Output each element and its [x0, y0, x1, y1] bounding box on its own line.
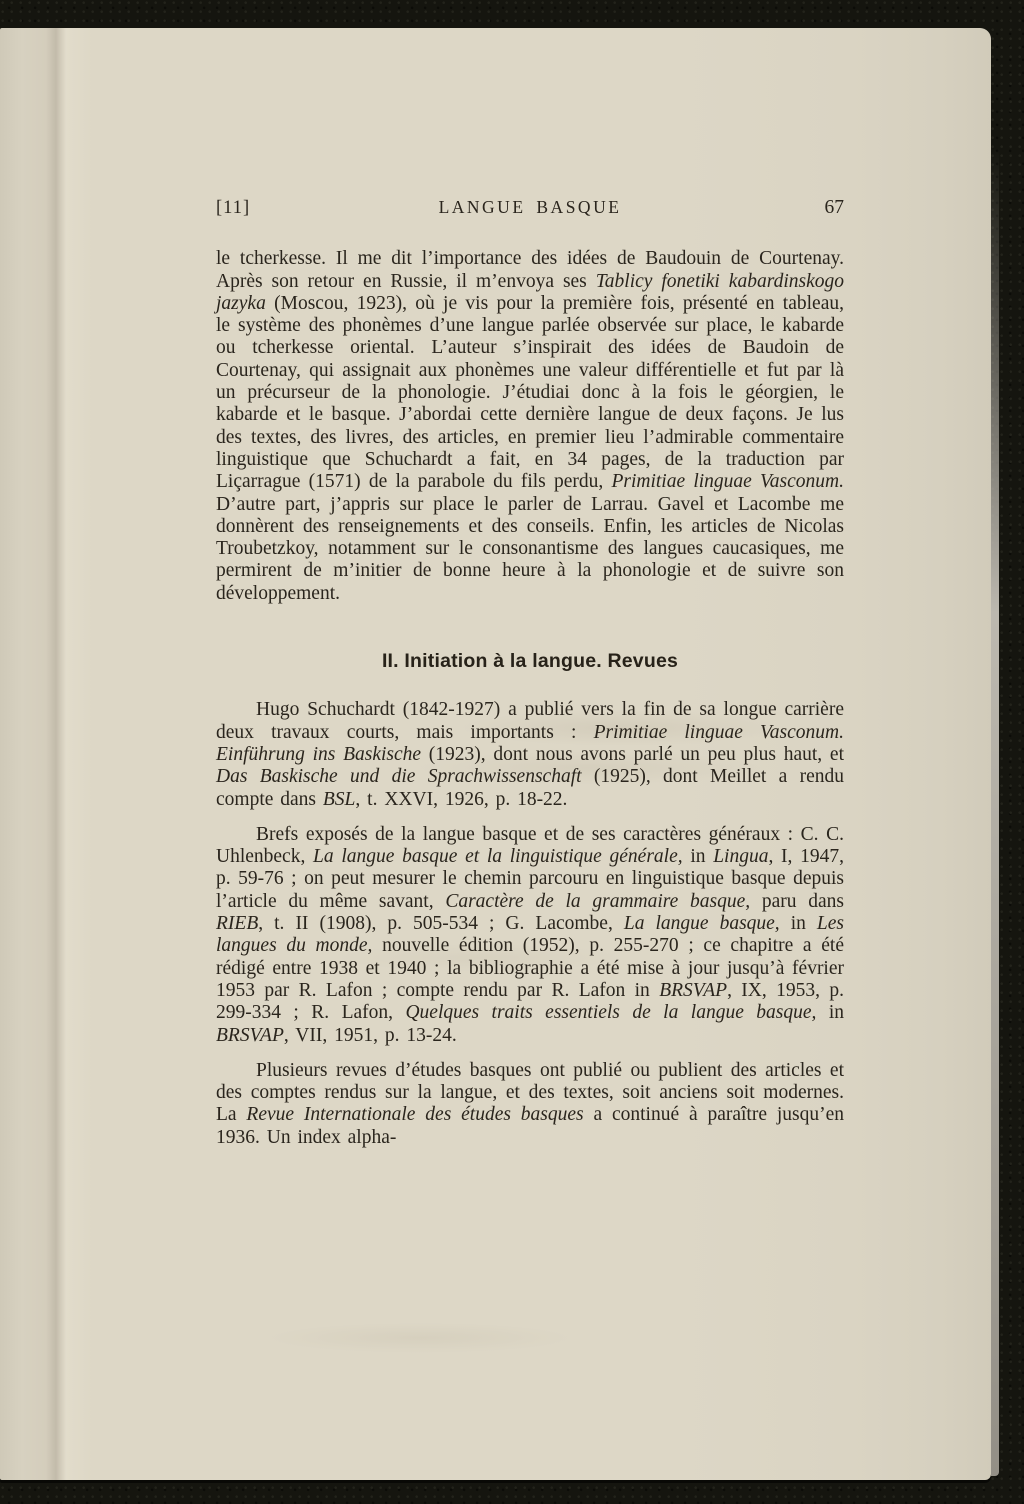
- italic-title-text: Tablicy fonetiki kabardinskogo jazyka: [216, 270, 844, 314]
- paragraph-continuation: [216, 248, 844, 605]
- italic-title-text: BSL: [322, 788, 356, 810]
- body-text: le tcherkesse. Il me dit l’importance des idées de Baudouin de Courtenay. Après son retour en Russie, il m’envoya ses: [216, 248, 844, 292]
- body-text: (Moscou, 1923), où je vis pour la première fois, présenté en tableau, le système des phonèmes d’une langue parlée observée sur place, le kabarde ou tcherkesse oriental. L’auteur s’inspirait des idées de Baudoin de Courtenay, qui assignait aux phonèmes une valeur différentielle et fut par là un précurseur de la phonologie. J’étudiai donc à la fois le géorgien, le kabarde et le basque. J’abordai cette dernière langue de deux façons. Je lus des textes, des livres, des articles, en premier lieu l’admirable commentaire linguistique que Schuchardt a fait, en 34 pages, de la traduction par Liçarrague (1571) de la parabole du fils perdu,: [216, 292, 844, 493]
- body-text: Plusieurs revues d’études basques ont publié ou publient des articles et des comptes rendus sur la langue, et des textes, soit anciens soit modernes. La: [216, 1059, 844, 1126]
- body-text: nouvelle édition (1952), p. 255-270 ; ce chapitre a été rédigé entre 1938 et 1940 ; la bibliographie a été mise à jour jusqu’à février 1953 par R. Lafon ; compte rendu par R. Lafon in: [216, 935, 844, 1001]
- body-text: (1925), dont Meillet a rendu compte dans: [216, 766, 845, 810]
- paragraph-brefs-exposes: [216, 824, 844, 1047]
- italic-title-text: Quelques traits essentiels de la langue basque,: [405, 1002, 817, 1024]
- italic-title-text: La langue basque,: [623, 913, 780, 935]
- italic-title-text: RIEB: [216, 913, 259, 935]
- page-number: 67: [824, 197, 844, 218]
- article-bracket-number: [11]: [216, 198, 251, 218]
- body-text: , t. XXVI, 1926, p. 18-22.: [355, 788, 568, 810]
- paragraph-revues: [216, 1060, 844, 1149]
- italic-title-text: Primitiae linguae Vasconum. Einführung ins Baskische: [216, 721, 844, 765]
- body-text: , VII, 1951, p. 13-24.: [283, 1024, 457, 1046]
- text-block: [216, 196, 844, 1149]
- italic-title-text: BRSVAP: [216, 1024, 284, 1046]
- body-text: a continué à paraître jusqu’en 1936. Un index alpha-: [216, 1104, 844, 1148]
- italic-title-text: Primitiae linguae Vasconum.: [611, 471, 844, 493]
- page-header: [216, 196, 844, 219]
- body-text: (1923), dont nous avons parlé un peu plus haut, et: [421, 743, 844, 765]
- italic-title-text: Lingua: [713, 846, 769, 868]
- running-title: LANGUE BASQUE: [438, 197, 622, 217]
- italic-title-text: Das Baskische und die Sprachwissenschaft: [216, 766, 582, 788]
- body-text: , IX, 1953, p. 299-334 ; R. Lafon,: [216, 979, 845, 1024]
- body-text: in: [682, 846, 714, 868]
- body-text: in: [816, 1002, 845, 1024]
- italic-title-text: La langue basque et la linguistique générale,: [313, 846, 683, 868]
- italic-title-text: BRSVAP: [659, 979, 728, 1001]
- paragraph-schuchardt: [216, 699, 844, 810]
- body-text: , t. II (1908), p. 505-534 ; G. Lacombe,: [258, 913, 624, 935]
- body-text: Hugo Schuchardt (1842-1927) a publié vers la fin de sa longue carrière deux travaux courts, mais importants :: [216, 699, 844, 743]
- body-text: Brefs exposés de la langue basque et de ses caractères généraux : C. C. Uhlenbeck,: [216, 823, 844, 868]
- italic-title-text: Revue Internationale des études basques: [246, 1104, 584, 1126]
- body-text: , I, 1947, p. 59-76 ; on peut mesurer le chemin parcouru en linguistique basque depuis l’article du même savant,: [216, 846, 844, 912]
- book-page: [0, 28, 991, 1480]
- page-stack-edge: [991, 148, 999, 1476]
- italic-title-text: Les langues du monde,: [216, 913, 844, 957]
- body-text: paru dans: [750, 890, 844, 912]
- section-heading: II. Initiation à la langue. Revues: [381, 650, 679, 673]
- body-text: D’autre part, j’appris sur place le parler de Larrau. Gavel et Lacombe me donnèrent des renseignements et des conseils. Enfin, les articles de Nicolas Troubetzkoy, notamment sur le consonantisme des langues caucasiques, me permirent de m’initier de bonne heure à la phonologie et de suivre son développement.: [216, 493, 844, 604]
- body-text: in: [779, 913, 817, 935]
- italic-title-text: Caractère de la grammaire basque,: [445, 890, 751, 912]
